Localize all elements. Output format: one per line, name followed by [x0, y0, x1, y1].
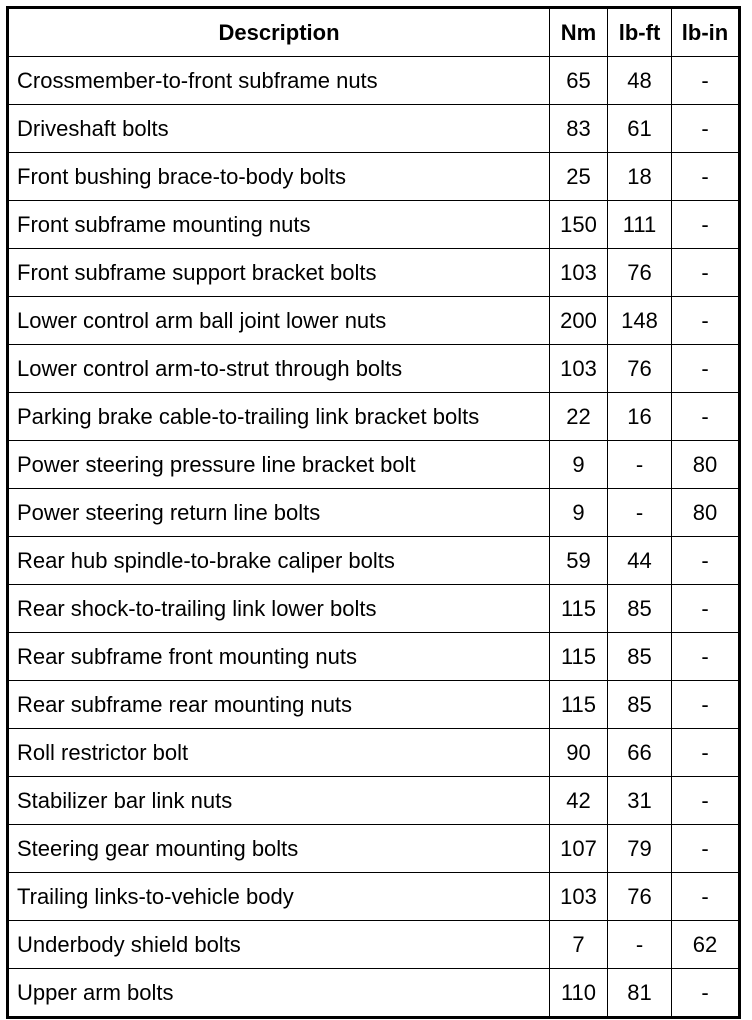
- cell-lb-ft: -: [608, 489, 672, 537]
- cell-nm: 150: [550, 201, 608, 249]
- cell-lb-in: -: [672, 777, 740, 825]
- table-row: [8, 153, 740, 201]
- cell-lb-in: -: [672, 633, 740, 681]
- cell-nm: 25: [550, 153, 608, 201]
- cell-nm: 59: [550, 537, 608, 585]
- cell-description: Trailing links-to-vehicle body: [8, 873, 550, 921]
- cell-lb-ft: 148: [608, 297, 672, 345]
- cell-lb-ft: 18: [608, 153, 672, 201]
- cell-description: Crossmember-to-front subframe nuts: [8, 57, 550, 105]
- cell-nm: 200: [550, 297, 608, 345]
- table-row: [8, 633, 740, 681]
- cell-description: Power steering return line bolts: [8, 489, 550, 537]
- cell-lb-ft: 85: [608, 585, 672, 633]
- torque-spec-table: [6, 6, 741, 1019]
- cell-lb-ft: 111: [608, 201, 672, 249]
- cell-lb-in: 80: [672, 489, 740, 537]
- cell-description: Rear hub spindle-to-brake caliper bolts: [8, 537, 550, 585]
- cell-lb-in: -: [672, 345, 740, 393]
- cell-lb-in: -: [672, 153, 740, 201]
- table-row: [8, 681, 740, 729]
- cell-nm: 9: [550, 441, 608, 489]
- cell-nm: 9: [550, 489, 608, 537]
- cell-lb-in: -: [672, 105, 740, 153]
- cell-lb-ft: -: [608, 921, 672, 969]
- cell-nm: 110: [550, 969, 608, 1018]
- cell-lb-ft: 61: [608, 105, 672, 153]
- cell-lb-ft: 76: [608, 345, 672, 393]
- cell-lb-in: -: [672, 57, 740, 105]
- cell-lb-in: -: [672, 729, 740, 777]
- cell-description: Parking brake cable-to-trailing link bracket bolts: [8, 393, 550, 441]
- table-row: [8, 921, 740, 969]
- cell-nm: 7: [550, 921, 608, 969]
- cell-lb-ft: 76: [608, 249, 672, 297]
- cell-description: Rear subframe rear mounting nuts: [8, 681, 550, 729]
- cell-lb-ft: 85: [608, 633, 672, 681]
- cell-lb-ft: 16: [608, 393, 672, 441]
- cell-lb-in: -: [672, 537, 740, 585]
- cell-nm: 115: [550, 681, 608, 729]
- table-row: [8, 249, 740, 297]
- table-row: [8, 201, 740, 249]
- cell-nm: 90: [550, 729, 608, 777]
- cell-description: Roll restrictor bolt: [8, 729, 550, 777]
- table-row: [8, 825, 740, 873]
- cell-nm: 115: [550, 585, 608, 633]
- cell-nm: 103: [550, 873, 608, 921]
- cell-description: Front subframe support bracket bolts: [8, 249, 550, 297]
- cell-lb-ft: 48: [608, 57, 672, 105]
- table-row: [8, 297, 740, 345]
- cell-lb-ft: -: [608, 441, 672, 489]
- cell-description: Driveshaft bolts: [8, 105, 550, 153]
- table-row: [8, 585, 740, 633]
- header-description: Description: [8, 8, 550, 57]
- cell-lb-in: -: [672, 873, 740, 921]
- table-row: [8, 873, 740, 921]
- cell-lb-ft: 76: [608, 873, 672, 921]
- cell-lb-ft: 81: [608, 969, 672, 1018]
- cell-lb-in: -: [672, 681, 740, 729]
- cell-nm: 103: [550, 249, 608, 297]
- table-header-row: [8, 8, 740, 57]
- table-row: [8, 393, 740, 441]
- cell-lb-in: -: [672, 969, 740, 1018]
- cell-lb-in: -: [672, 201, 740, 249]
- header-nm: Nm: [550, 8, 608, 57]
- cell-description: Stabilizer bar link nuts: [8, 777, 550, 825]
- cell-description: Upper arm bolts: [8, 969, 550, 1018]
- cell-nm: 83: [550, 105, 608, 153]
- cell-description: Front subframe mounting nuts: [8, 201, 550, 249]
- header-lb-in: lb-in: [672, 8, 740, 57]
- cell-description: Rear shock-to-trailing link lower bolts: [8, 585, 550, 633]
- cell-lb-in: 80: [672, 441, 740, 489]
- cell-nm: 22: [550, 393, 608, 441]
- cell-lb-ft: 79: [608, 825, 672, 873]
- table-row: [8, 969, 740, 1018]
- header-lb-ft: lb-ft: [608, 8, 672, 57]
- cell-nm: 65: [550, 57, 608, 105]
- cell-lb-in: -: [672, 393, 740, 441]
- table-row: [8, 729, 740, 777]
- cell-nm: 107: [550, 825, 608, 873]
- table-row: [8, 489, 740, 537]
- table-row: [8, 441, 740, 489]
- table-row: [8, 537, 740, 585]
- cell-lb-in: -: [672, 825, 740, 873]
- cell-description: Power steering pressure line bracket bolt: [8, 441, 550, 489]
- cell-description: Lower control arm-to-strut through bolts: [8, 345, 550, 393]
- cell-lb-in: 62: [672, 921, 740, 969]
- cell-nm: 42: [550, 777, 608, 825]
- cell-lb-in: -: [672, 585, 740, 633]
- cell-description: Lower control arm ball joint lower nuts: [8, 297, 550, 345]
- cell-lb-in: -: [672, 297, 740, 345]
- cell-lb-in: -: [672, 249, 740, 297]
- cell-description: Underbody shield bolts: [8, 921, 550, 969]
- cell-lb-ft: 66: [608, 729, 672, 777]
- table-row: [8, 777, 740, 825]
- cell-lb-ft: 85: [608, 681, 672, 729]
- cell-nm: 115: [550, 633, 608, 681]
- cell-lb-ft: 44: [608, 537, 672, 585]
- cell-description: Rear subframe front mounting nuts: [8, 633, 550, 681]
- table-row: [8, 105, 740, 153]
- table-row: [8, 345, 740, 393]
- cell-description: Steering gear mounting bolts: [8, 825, 550, 873]
- cell-lb-ft: 31: [608, 777, 672, 825]
- cell-nm: 103: [550, 345, 608, 393]
- cell-description: Front bushing brace-to-body bolts: [8, 153, 550, 201]
- table-row: [8, 57, 740, 105]
